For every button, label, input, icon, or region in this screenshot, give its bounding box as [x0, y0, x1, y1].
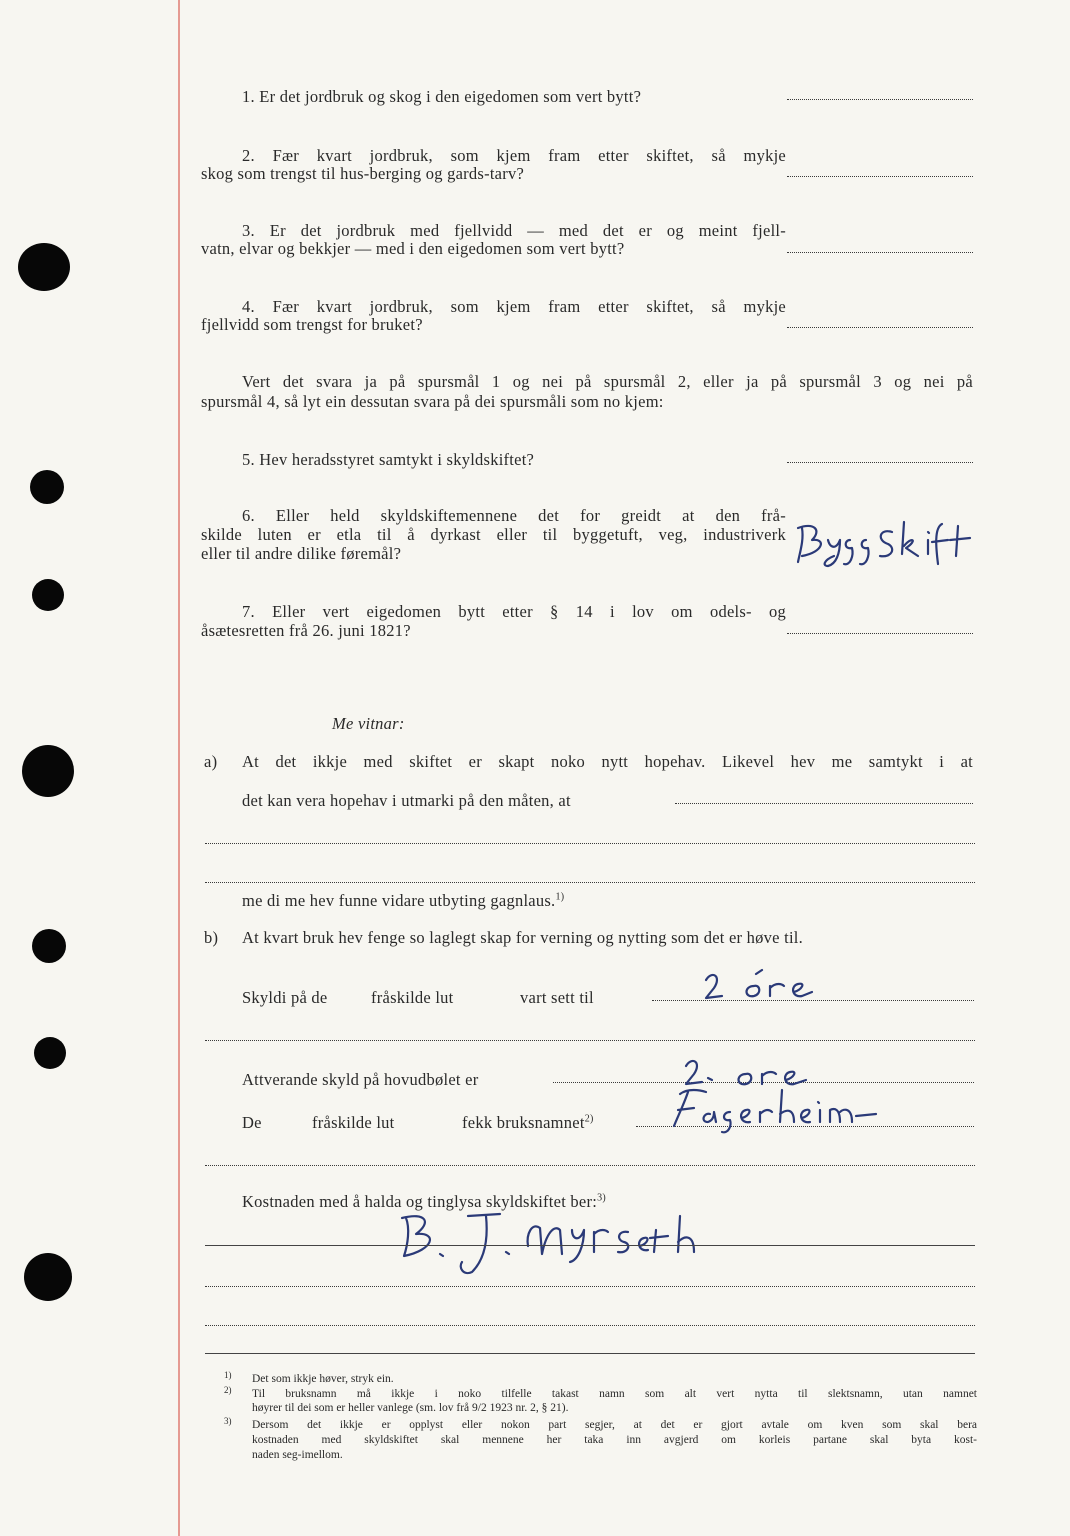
handwritten-answer-6	[788, 518, 978, 568]
footnote-separator	[205, 1353, 975, 1354]
bruksnamn-line-2	[205, 1165, 975, 1166]
footnote-2-line-2: høyrer til dei som er heller vanlege (sm. lov frå 9/2 1923 nr. 2, § 21).	[252, 1402, 569, 1414]
answer-line-1	[787, 99, 973, 100]
de-label-1: De	[242, 1113, 262, 1132]
footnote-1-number: 1)	[224, 1370, 232, 1380]
question-5: 5. Hev heradsstyret samtykt i skyldskiftet?	[242, 450, 535, 469]
punch-hole	[24, 1253, 72, 1301]
footnote-ref-3: 3)	[597, 1192, 606, 1204]
item-a-line-1: At det ikkje med skiftet er skapt noko nytt hopehav. Likevel hev me samtykt i at	[242, 752, 973, 771]
item-a-fill-line-2	[205, 843, 975, 844]
footnote-1-line-1: Det som ikkje høver, stryk ein.	[252, 1373, 394, 1385]
kostnad-line-3	[205, 1325, 975, 1326]
footnote-ref-2: 2)	[584, 1113, 594, 1125]
handwritten-bruksnamn	[666, 1086, 896, 1134]
question-4-line-1: 4. Fær kvart jordbruk, som kjem fram etter skiftet, så mykje	[242, 297, 786, 316]
de-label-3-text: fekk bruksnamnet	[462, 1113, 585, 1132]
item-a-end-text: me di me hev funne vidare utbyting gagnlaus.	[242, 891, 556, 910]
question-4-line-2: fjellvidd som trengst for bruket?	[201, 315, 423, 334]
footnote-2-number: 2)	[224, 1385, 232, 1395]
kostnad-line-2	[205, 1286, 975, 1287]
punch-hole	[32, 579, 64, 611]
question-6-line-3: eller til andre dilike føremål?	[201, 544, 402, 563]
de-label-3	[462, 1113, 594, 1133]
answer-line-7	[787, 633, 973, 634]
item-a-end	[242, 891, 564, 911]
skyldi-label-3: vart sett til	[520, 988, 594, 1007]
punch-hole	[32, 929, 66, 963]
item-b-line: At kvart bruk hev fenge so laglegt skap for verning og nytting som det er høve til.	[242, 928, 804, 947]
answer-line-2	[787, 176, 973, 177]
skyldi-label-2: fråskilde lut	[371, 988, 454, 1007]
attverande-label: Attverande skyld på hovudbølet er	[242, 1070, 479, 1089]
question-1: 1. Er det jordbruk og skog i den eigedomen som vert bytt?	[242, 87, 642, 106]
handwritten-kostnad-signature	[392, 1208, 722, 1278]
question-6-line-1: 6. Eller held skyldskiftemennene det for greidt at den frå-	[242, 506, 786, 525]
item-a-label: a)	[204, 752, 218, 771]
intro-line-1: Vert det svara ja på spursmål 1 og nei på spursmål 2, eller ja på spursmål 3 og nei på	[242, 372, 973, 391]
footnote-3-line-2: kostnaden med skyldskiftet skal mennene her taka inn avgjerd om korleis partane skal byta kost-	[252, 1434, 977, 1446]
skyldi-line-2	[205, 1040, 975, 1041]
punch-hole	[30, 470, 64, 504]
punch-hole	[34, 1037, 66, 1069]
answer-line-4	[787, 327, 973, 328]
footnote-ref-1: 1)	[555, 891, 565, 903]
margin-rule	[178, 0, 180, 1536]
item-a-fill-line-3	[205, 882, 975, 883]
question-3-line-1: 3. Er det jordbruk med fjellvidd — med det er og meint fjell-	[242, 221, 786, 240]
de-label-2: fråskilde lut	[312, 1113, 395, 1132]
question-2-line-1: 2. Fær kvart jordbruk, som kjem fram etter skiftet, så mykje	[242, 146, 786, 165]
witness-heading: Me vitnar:	[332, 714, 405, 733]
handwritten-attverande-value	[682, 1054, 832, 1090]
punch-hole	[18, 243, 70, 291]
question-7-line-2: åsætesretten frå 26. juni 1821?	[201, 621, 411, 640]
question-7-line-1: 7. Eller vert eigedomen bytt etter § 14 i lov om odels- og	[242, 602, 786, 621]
item-b-label: b)	[204, 928, 219, 947]
item-a-line-2: det kan vera hopehav i utmarki på den måten, at	[242, 791, 571, 810]
skyldi-label-1: Skyldi på de	[242, 988, 328, 1007]
question-2-line-2: skog som trengst til hus-berging og gards-tarv?	[201, 164, 525, 183]
item-a-fill-line-1	[675, 803, 973, 804]
answer-line-3	[787, 252, 973, 253]
kostnad-line-1	[205, 1245, 975, 1246]
footnote-3-line-3: naden seg-imellom.	[252, 1449, 343, 1461]
footnote-2-line-1: Til bruksnamn må ikkje i noko tilfelle takast namn som alt vert nytta til slektsnamn, utan namnet	[252, 1388, 977, 1400]
handwritten-skyldi-value	[702, 968, 822, 1004]
footnote-3-line-1: Dersom det ikkje er opplyst eller nokon part segjer, at det er gjort avtale om kven som skal bera	[252, 1419, 977, 1431]
kostnad-label-text: Kostnaden med å halda og tinglysa skyldskiftet ber:	[242, 1192, 598, 1211]
footnote-3-number: 3)	[224, 1416, 232, 1426]
punch-hole	[22, 745, 74, 797]
question-6-line-2: skilde luten er etla til å dyrkast eller til byggetuft, veg, industriverk	[201, 525, 786, 544]
question-3-line-2: vatn, elvar og bekkjer — med i den eigedomen som vert bytt?	[201, 239, 625, 258]
intro-line-2: spursmål 4, så lyt ein dessutan svara på dei spursmåli som no kjem:	[201, 392, 664, 411]
answer-line-5	[787, 462, 973, 463]
